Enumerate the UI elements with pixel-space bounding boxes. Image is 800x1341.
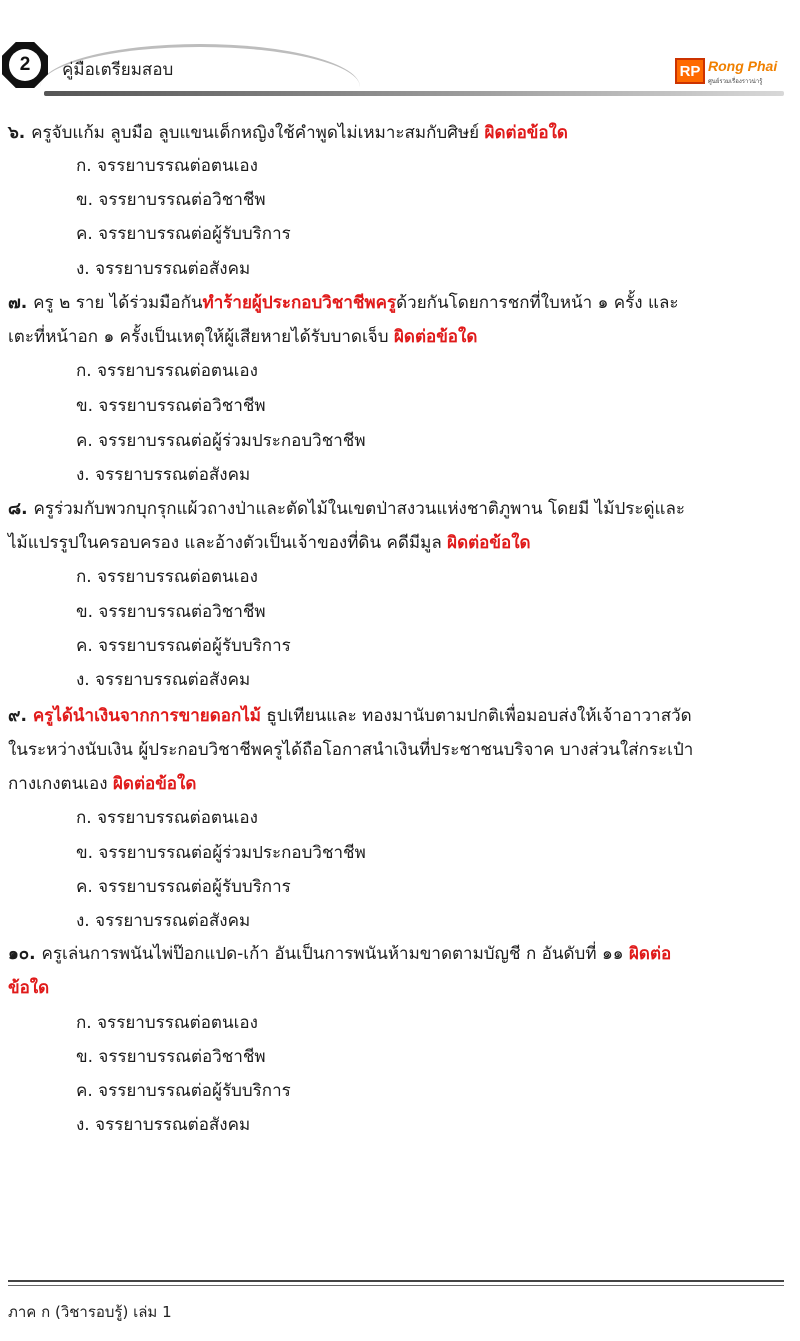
answer-option: ก. จรรยาบรรณต่อตนเอง bbox=[76, 567, 258, 587]
answer-option: ข. จรรยาบรรณต่อผู้ร่วมประกอบวิชาชีพ bbox=[76, 843, 366, 863]
question-number: ๑๐. bbox=[8, 944, 42, 964]
answer-option: ก. จรรยาบรรณต่อตนเอง bbox=[76, 156, 258, 176]
answer-option: ง. จรรยาบรรณต่อสังคม bbox=[76, 1115, 251, 1135]
logo-tagline: ศูนย์รวมเรื่องราวน่ารู้ bbox=[708, 79, 763, 85]
question-text bbox=[8, 122, 568, 144]
answer-option: ก. จรรยาบรรณต่อตนเอง bbox=[76, 808, 258, 828]
answer-option: ข. จรรยาบรรณต่อวิชาชีพ bbox=[76, 1047, 266, 1067]
question-number: ๗. bbox=[8, 293, 34, 313]
page-header bbox=[0, 0, 800, 100]
answer-option: ค. จรรยาบรรณต่อผู้รับบริการ bbox=[76, 224, 291, 244]
highlighted-text: ผิดต่อ bbox=[628, 944, 672, 964]
answer-option: ค. จรรยาบรรณต่อผู้รับบริการ bbox=[76, 877, 291, 897]
highlighted-text: ครูได้นำเงินจากการขายดอกไม้ bbox=[32, 706, 262, 726]
answer-option: ข. จรรยาบรรณต่อวิชาชีพ bbox=[76, 396, 266, 416]
question-segment: ด้วยกันโดยการชกที่ใบหน้า ๑ ครั้ง และ bbox=[396, 293, 679, 313]
answer-option: ค. จรรยาบรรณต่อผู้รับบริการ bbox=[76, 1081, 291, 1101]
answer-option: ข. จรรยาบรรณต่อวิชาชีพ bbox=[76, 602, 266, 622]
answer-option: ค. จรรยาบรรณต่อผู้รับบริการ bbox=[76, 636, 291, 656]
header-divider bbox=[44, 91, 784, 96]
question-text bbox=[8, 498, 685, 520]
logo-mark: RP bbox=[675, 58, 705, 84]
question-text-continued bbox=[8, 326, 477, 348]
footer-divider bbox=[8, 1280, 784, 1282]
question-text-continued bbox=[8, 532, 531, 554]
highlighted-text: ข้อใด bbox=[8, 978, 50, 998]
question-segment: ครูร่วมกับพวกบุกรุกแผ้วถางป่าและตัดไม้ในเขตป่าสงวนแห่งชาติภูพาน โดยมี ไม้ประดู่และ bbox=[33, 499, 686, 519]
question-segment: ครู ๒ ราย ได้ร่วมมือกัน bbox=[33, 293, 203, 313]
answer-option: ง. จรรยาบรรณต่อสังคม bbox=[76, 259, 251, 279]
question-number: ๘. bbox=[8, 499, 34, 519]
highlighted-text: ผิดต่อข้อใด bbox=[447, 533, 531, 553]
question-segment: ธูปเทียนและ ทองมานับตามปกติเพื่อมอบส่งให้เจ้าอาวาสวัด bbox=[261, 706, 692, 726]
question-segment: เตะที่หน้าอก ๑ ครั้งเป็นเหตุให้ผู้เสียหายได้รับบาดเจ็บ bbox=[8, 327, 394, 347]
answer-option: ก. จรรยาบรรณต่อตนเอง bbox=[76, 1013, 258, 1033]
question-segment: ครูเล่นการพนันไพ่ป๊อกแปด-เก้า อันเป็นการพนันห้ามขาดตามบัญชี ก อันดับที่ ๑๑ bbox=[41, 944, 629, 964]
logo-name: Rong Phai bbox=[708, 58, 778, 74]
header-title: คู่มือเตรียมสอบ bbox=[62, 60, 174, 80]
answer-option: ข. จรรยาบรรณต่อวิชาชีพ bbox=[76, 190, 266, 210]
answer-option: ง. จรรยาบรรณต่อสังคม bbox=[76, 911, 251, 931]
question-segment: ครูจับแก้ม ลูบมือ ลูบแขนเด็กหญิงใช้คำพูดไม่เหมาะสมกับศิษย์ bbox=[31, 123, 485, 143]
question-segment: ไม้แปรรูปในครอบครอง และอ้างตัวเป็นเจ้าของที่ดิน คดีมีมูล bbox=[8, 533, 448, 553]
highlighted-text: ผิดต่อข้อใด bbox=[484, 123, 568, 143]
question-number: ๖. bbox=[8, 123, 32, 143]
question-segment: กางเกงตนเอง bbox=[8, 774, 113, 794]
page-number: 2 bbox=[9, 49, 41, 81]
answer-option: ก. จรรยาบรรณต่อตนเอง bbox=[76, 361, 258, 381]
question-text bbox=[8, 943, 671, 965]
footer-text: ภาค ก (วิชารอบรู้) เล่ม 1 bbox=[8, 1303, 172, 1321]
question-text-continued bbox=[8, 739, 693, 761]
highlighted-text: ทำร้ายผู้ประกอบวิชาชีพครู bbox=[202, 293, 397, 313]
answer-option: ค. จรรยาบรรณต่อผู้ร่วมประกอบวิชาชีพ bbox=[76, 431, 366, 451]
answer-option: ง. จรรยาบรรณต่อสังคม bbox=[76, 465, 251, 485]
publisher-logo bbox=[675, 54, 787, 88]
question-segment: ในระหว่างนับเงิน ผู้ประกอบวิชาชีพครูได้ถือโอกาสนำเงินที่ประชาชนบริจาค บางส่วนใส่กระเป๋า bbox=[8, 740, 694, 760]
question-text bbox=[8, 705, 692, 727]
question-text-continued bbox=[8, 977, 49, 999]
highlighted-text: ผิดต่อข้อใด bbox=[112, 774, 197, 794]
answer-option: ง. จรรยาบรรณต่อสังคม bbox=[76, 670, 251, 690]
highlighted-text: ผิดต่อข้อใด bbox=[393, 327, 478, 347]
question-number: ๙. bbox=[8, 706, 33, 726]
question-text bbox=[8, 292, 679, 314]
question-text-continued bbox=[8, 773, 196, 795]
footer-divider-thin bbox=[8, 1285, 784, 1286]
